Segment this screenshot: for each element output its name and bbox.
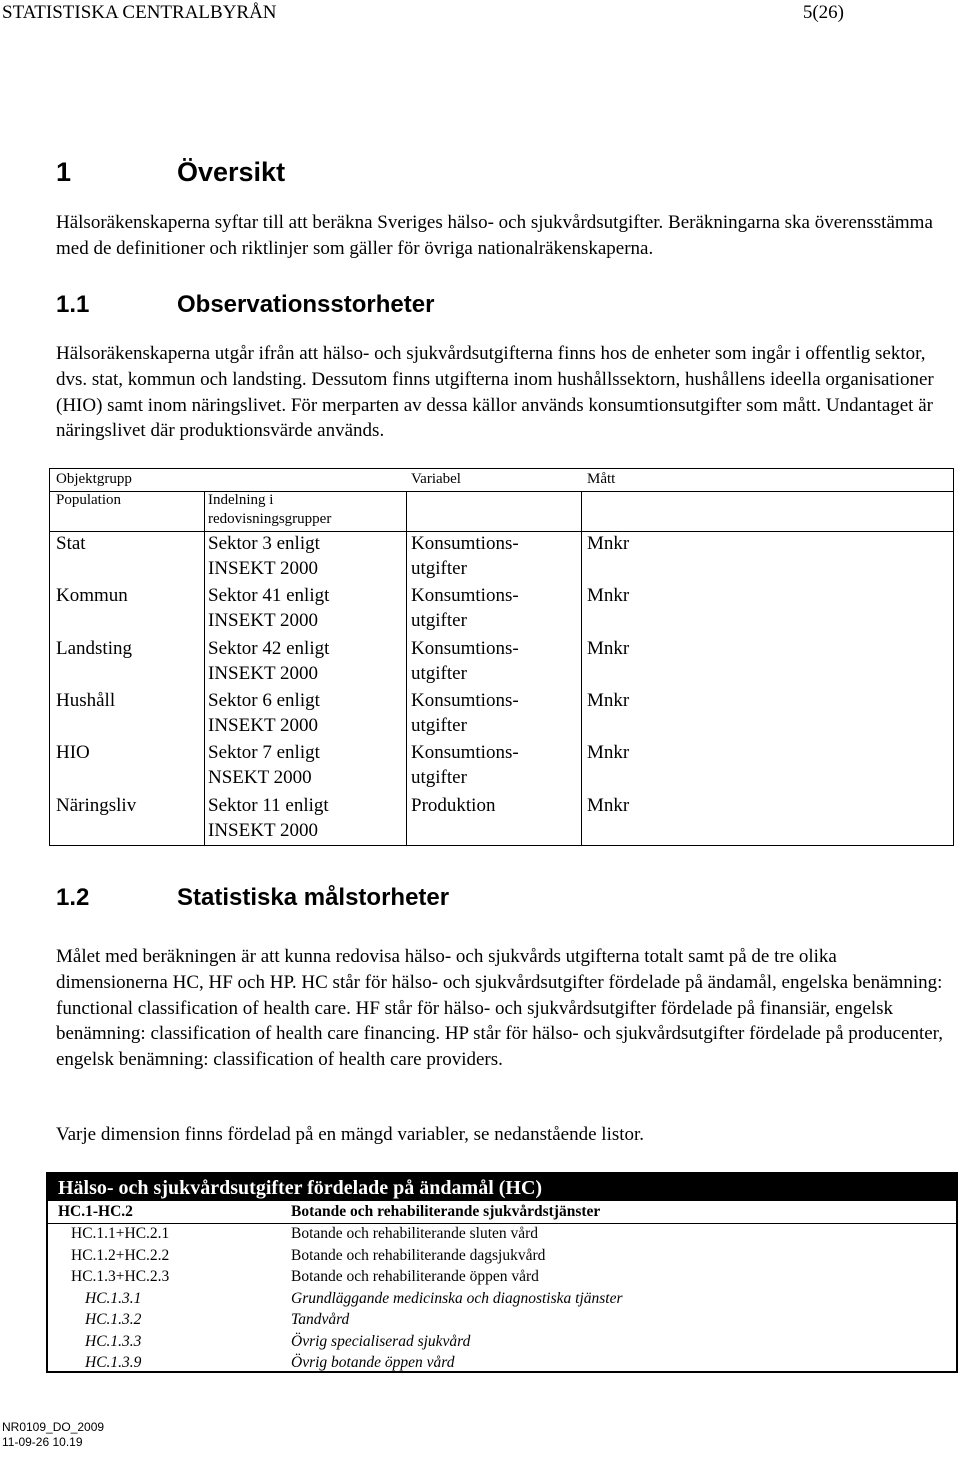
table-row [50, 740, 953, 792]
sektor-cell: Sektor 42 enligt [208, 637, 330, 659]
variabel-cell-cont: utgifter [411, 767, 467, 789]
table-row [48, 1223, 956, 1245]
table-row [48, 1201, 956, 1224]
table-row [50, 531, 953, 583]
document-id: NR0109_DO_2009 [2, 1420, 105, 1434]
table-subheader-row [50, 491, 953, 532]
hc-description: Tandvård [291, 1311, 350, 1328]
variabel-cell: Konsumtions- [411, 742, 519, 764]
header-population: Population [56, 492, 122, 508]
table-header-row [50, 469, 953, 492]
variabel-cell: Konsumtions- [411, 637, 519, 659]
population-cell: Hushåll [56, 689, 116, 711]
hc-code: HC.1.3+HC.2.3 [71, 1268, 170, 1285]
sektor-cell: Sektor 7 enligt [208, 742, 320, 764]
section-1-2-text-2: Varje dimension finns fördelad på en mängd variabler, se nedanstående listor. [56, 1124, 645, 1145]
page-number: 5(26) [802, 2, 844, 23]
table-row [48, 1266, 956, 1288]
hc-code: HC.1-HC.2 [58, 1203, 133, 1220]
table-row [48, 1331, 956, 1353]
hc-description: Övrig botande öppen vård [291, 1354, 455, 1371]
sektor-cell: Sektor 3 enligt [208, 533, 320, 554]
section-title: Statistiska målstorheter [177, 884, 450, 911]
section-1-text: Hälsoräkenskaperna syftar till att beräkna Sveriges hälso- och sjukvårdsutgifter. Beräkningarna ska överensstämma med de definitioner och riktlinjer som gäller för övriga nationalräkenskaperna. [56, 212, 933, 259]
population-cell: Kommun [56, 585, 128, 607]
section-title: Observationsstorheter [177, 291, 435, 318]
matt-cell: Mnkr [587, 533, 630, 554]
hc-description: Botande och rehabiliterande sjukvårdstjänster [291, 1203, 601, 1220]
table-row [48, 1245, 956, 1267]
section-1-1-text: Hälsoräkenskaperna utgår ifrån att hälso- och sjukvårdsutgifterna finns hos de enheter som ingår i offentlig sektor, dvs. stat, kommun och landsting. Dessutom finns utgifterna inom hushållssektorn, hushållens ideella organisationer (HIO) samt inom näringslivet. För merparten av dessa källor används konsumtionsutgifter som mått. Undantaget är näringslivet där produktionsvärde används. [56, 343, 934, 442]
matt-cell: Mnkr [587, 585, 630, 607]
matt-cell: Mnkr [587, 637, 630, 659]
header-variabel: Variabel [411, 471, 461, 487]
hc-description: Botande och rehabiliterande öppen vård [291, 1268, 539, 1285]
matt-cell: Mnkr [587, 742, 630, 764]
organization-name: STATISTISKA CENTRALBYRÅN [2, 2, 277, 23]
variabel-cell-cont: utgifter [411, 558, 467, 579]
table-row [48, 1352, 956, 1374]
insekt-cell: INSEKT 2000 [208, 819, 318, 841]
matt-cell: Mnkr [587, 689, 630, 711]
header-indelning: Indelning i redovisningsgrupper [208, 492, 332, 527]
header-objektgrupp: Objektgrupp [56, 471, 132, 487]
page-header [2, 2, 844, 30]
section-title: Översikt [177, 157, 286, 187]
insekt-cell: NSEKT 2000 [208, 767, 312, 789]
matt-cell: Mnkr [587, 794, 630, 816]
variabel-cell-cont: utgifter [411, 610, 467, 632]
sektor-cell: Sektor 11 enligt [208, 794, 329, 816]
hc-description: Botande och rehabiliterande dagsjukvård [291, 1246, 546, 1264]
hc-description: Övrig specialiserad sjukvård [291, 1332, 471, 1350]
variabel-cell: Konsumtions- [411, 689, 519, 711]
hc-table-title: Hälso- och sjukvårdsutgifter fördelade på ändamål (HC) [48, 1174, 956, 1201]
hc-code: HC.1.3.1 [85, 1289, 142, 1307]
hc-code: HC.1.1+HC.2.1 [71, 1225, 170, 1242]
insekt-cell: INSEKT 2000 [208, 558, 318, 579]
population-cell: HIO [56, 742, 90, 764]
insekt-cell: INSEKT 2000 [208, 714, 318, 736]
table-row [48, 1309, 956, 1331]
page-footer [2, 1420, 104, 1450]
section-1-2-text: Målet med beräkningen är att kunna redovisa hälso- och sjukvårds utgifterna totalt samt på de tre olika dimensionerna HC, HF och HP. HC står för hälso- och sjukvårdsutgifter fördelade på ändamål, engelska benämning: functional classification of health care. HF står för hälso- och sjukvårdsutgifter fördelade på finansiär, engelsk benämning: classification of health care financing. HP står för hälso- och sjukvårdsutgifter fördelade på producenter, engelsk benämning: classification of health care providers. [56, 946, 943, 1071]
hc-description: Botande och rehabiliterande sluten vård [291, 1225, 539, 1242]
table-row [50, 583, 953, 635]
hc-code: HC.1.3.2 [85, 1311, 142, 1328]
variabel-cell-cont: utgifter [411, 714, 467, 736]
variabel-cell: Konsumtions- [411, 533, 519, 554]
population-cell: Stat [56, 533, 86, 554]
variabel-cell: Konsumtions- [411, 585, 519, 607]
table-row [50, 636, 953, 688]
hc-code: HC.1.3.3 [85, 1332, 142, 1350]
object-group-table [49, 468, 954, 846]
table-row [50, 688, 953, 740]
section-number: 1 [56, 157, 72, 187]
population-cell: Landsting [56, 637, 132, 659]
population-cell: Näringsliv [56, 794, 137, 816]
table-row [50, 793, 953, 845]
document-date: 11-09-26 10.19 [2, 1435, 83, 1449]
section-number: 1.2 [56, 884, 90, 911]
sektor-cell: Sektor 41 enligt [208, 585, 330, 607]
table-row [48, 1288, 956, 1310]
section-1-2-heading [56, 884, 449, 912]
hc-code: HC.1.3.9 [85, 1354, 142, 1371]
section-number: 1.1 [56, 291, 90, 318]
hc-table [46, 1172, 958, 1373]
hc-code: HC.1.2+HC.2.2 [71, 1246, 170, 1264]
section-1-heading [56, 157, 285, 188]
variabel-cell: Produktion [411, 794, 496, 816]
hc-description: Grundläggande medicinska och diagnostiska tjänster [291, 1289, 623, 1307]
insekt-cell: INSEKT 2000 [208, 610, 318, 632]
variabel-cell-cont: utgifter [411, 662, 467, 684]
sektor-cell: Sektor 6 enligt [208, 689, 320, 711]
header-matt: Mått [587, 471, 616, 487]
insekt-cell: INSEKT 2000 [208, 662, 318, 684]
section-1-1-heading [56, 291, 434, 319]
